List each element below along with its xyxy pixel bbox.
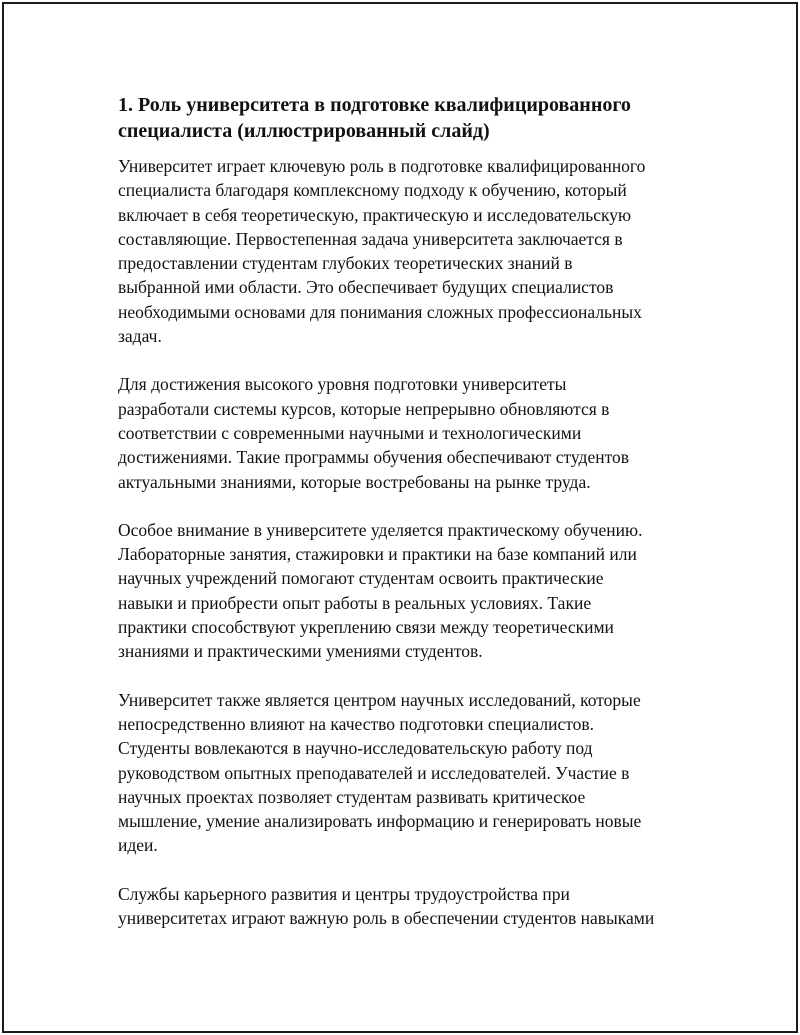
text-line: разработали системы курсов, которые непрерывно обновляются в [118,398,610,419]
paragraph-5 [118,882,698,931]
text-line: знаниями и практическими умениями студентов. [118,641,483,662]
text-line: задач. [118,326,162,347]
text-line: Лабораторные занятия, стажировки и практики на базе компаний или [118,544,637,565]
text-line: Службы карьерного развития и центры трудоустройства при [118,883,570,904]
text-line: научных учреждений помогают студентам освоить практические [118,568,604,589]
text-line: специалиста благодаря комплексному подходу к обучению, который [118,180,627,201]
text-line: навыки и приобрести опыт работы в реальных условиях. Такие [118,592,592,613]
text-line: Университет также является центром научных исследований, которые [118,689,641,710]
text-line: идеи. [118,835,158,856]
paragraph-2 [118,372,698,493]
paragraph-3 [118,518,698,664]
text-line: руководством опытных преподавателей и исследователей. Участие в [118,762,630,783]
text-line: соответствии с современными научными и технологическими [118,422,582,443]
heading-line: специалиста (иллюстрированный слайд) [118,120,490,142]
text-line: Университет играет ключевую роль в подготовке квалифицированного [118,156,646,176]
paragraph-4 [118,688,698,858]
text-line: включает в себя теоретическую, практическую и исследовательскую [118,204,632,225]
section-heading [118,92,698,144]
text-line: Особое внимание в университете уделяется практическому обучению. [118,519,643,540]
text-line: Студенты вовлекаются в научно-исследовательскую работу под [118,738,593,759]
text-line: практики способствуют укреплению связи между теоретическими [118,617,614,638]
document-body [118,92,698,954]
heading-line: 1. Роль университета в подготовке квалифицированного [118,94,631,116]
text-line: непосредственно влияют на качество подготовки специалистов. [118,713,595,734]
text-line: составляющие. Первостепенная задача университета заключается в [118,228,623,249]
text-line: актуальными знаниями, которые востребованы на рынке труда. [118,471,591,492]
text-line: достижениями. Такие программы обучения обеспечивают студентов [118,447,630,468]
text-line: выбранной ими области. Это обеспечивает будущих специалистов [118,277,614,298]
text-line: мышление, умение анализировать информацию и генерировать новые [118,811,642,832]
text-line: предоставлении студентам глубоких теоретических знаний в [118,253,573,274]
text-line: Для достижения высокого уровня подготовки университеты [118,374,567,395]
text-line: университетах играют важную роль в обеспечении студентов навыками [118,908,655,929]
text-line: научных проектах позволяет студентам развивать критическое [118,786,586,807]
paragraph-1 [118,154,698,348]
text-line: необходимыми основами для понимания сложных профессиональных [118,301,642,322]
